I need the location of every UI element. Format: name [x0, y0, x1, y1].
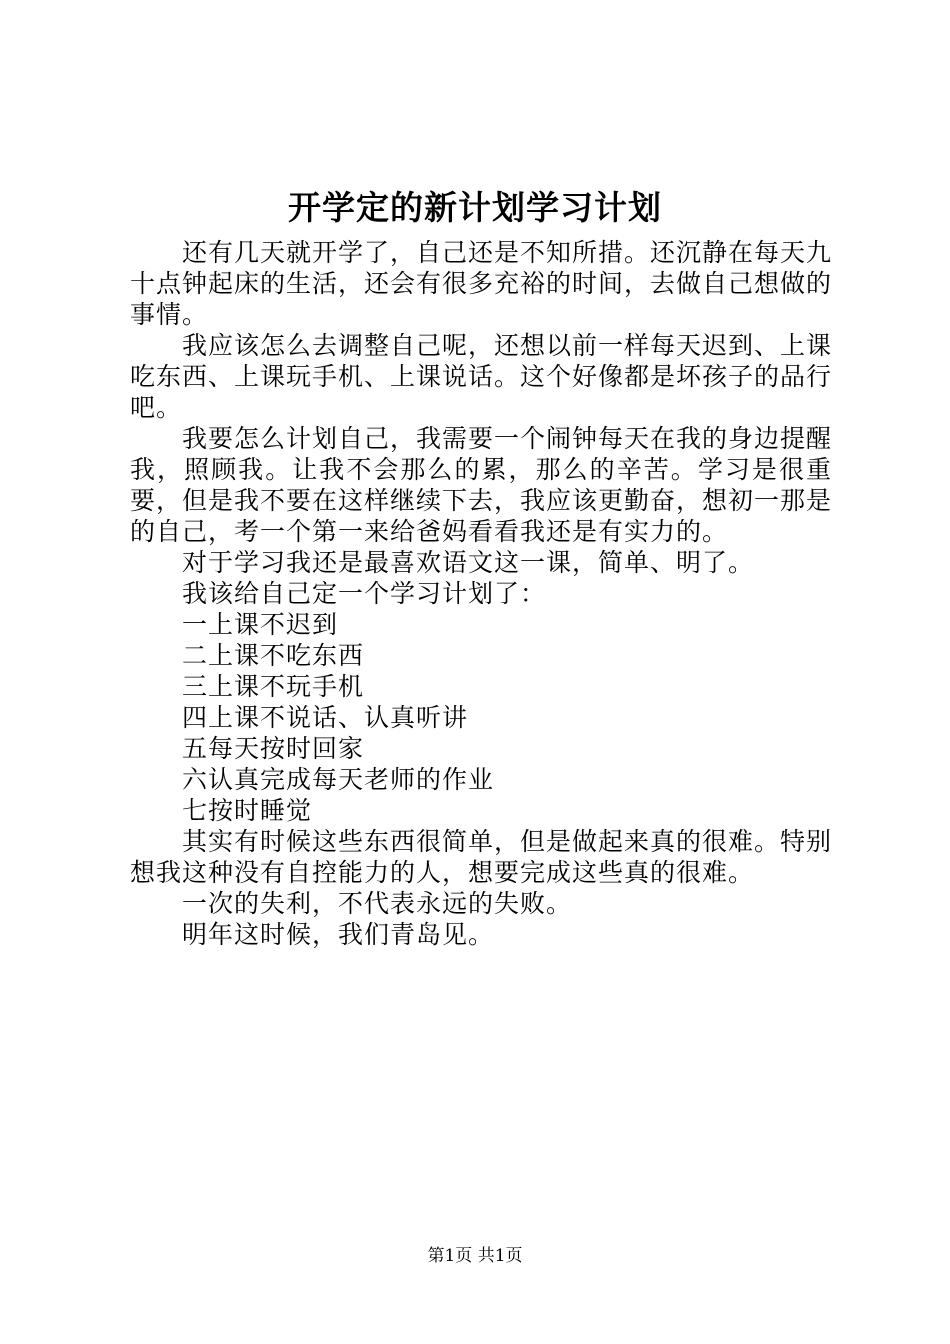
- paragraph: 一次的失利，不代表永远的失败。: [182, 889, 573, 918]
- plan-item: 四上课不说话、认真听讲: [182, 703, 469, 732]
- paragraph: 对于学习我还是最喜欢语文这一课，简单、明了。: [182, 548, 755, 577]
- plan-item: 七按时睡觉: [182, 796, 313, 825]
- paragraph: 我该给自己定一个学习计划了：: [182, 579, 547, 608]
- plan-item: 五每天按时回家: [182, 734, 365, 763]
- plan-list: [130, 609, 832, 826]
- paragraph: 其实有时候这些东西很简单，但是做起来真的很难。特别想我这种没有自控能力的人，想要完成这些真的很难。: [130, 827, 833, 887]
- plan-item: 六认真完成每天老师的作业: [182, 765, 495, 794]
- page-footer: 第1页 共1页: [427, 1246, 523, 1266]
- plan-item: 三上课不玩手机: [182, 672, 365, 701]
- plan-item: 一上课不迟到: [182, 610, 339, 639]
- paragraph: 我要怎么计划自己，我需要一个闹钟每天在我的身边提醒我，照顾我。让我不会那么的累，那么的辛苦。学习是很重要，但是我不要在这样继续下去，我应该更勤奋，想初一那是的自己，考一个第一来给爸妈看看我还是有实力的。: [130, 424, 833, 546]
- document-title: 开学定的新计划学习计划: [288, 188, 662, 227]
- document-body: [130, 237, 832, 950]
- plan-item: 二上课不吃东西: [182, 641, 365, 670]
- paragraph: 我应该怎么去调整自己呢，还想以前一样每天迟到、上课吃东西、上课玩手机、上课说话。这个好像都是坏孩子的品行吧。: [130, 331, 833, 422]
- paragraph: 还有几天就开学了，自己还是不知所措。还沉静在每天九十点钟起床的生活，还会有很多充裕的时间，去做自己想做的事情。: [130, 238, 833, 329]
- paragraph: 明年这时候，我们青岛见。: [182, 920, 495, 949]
